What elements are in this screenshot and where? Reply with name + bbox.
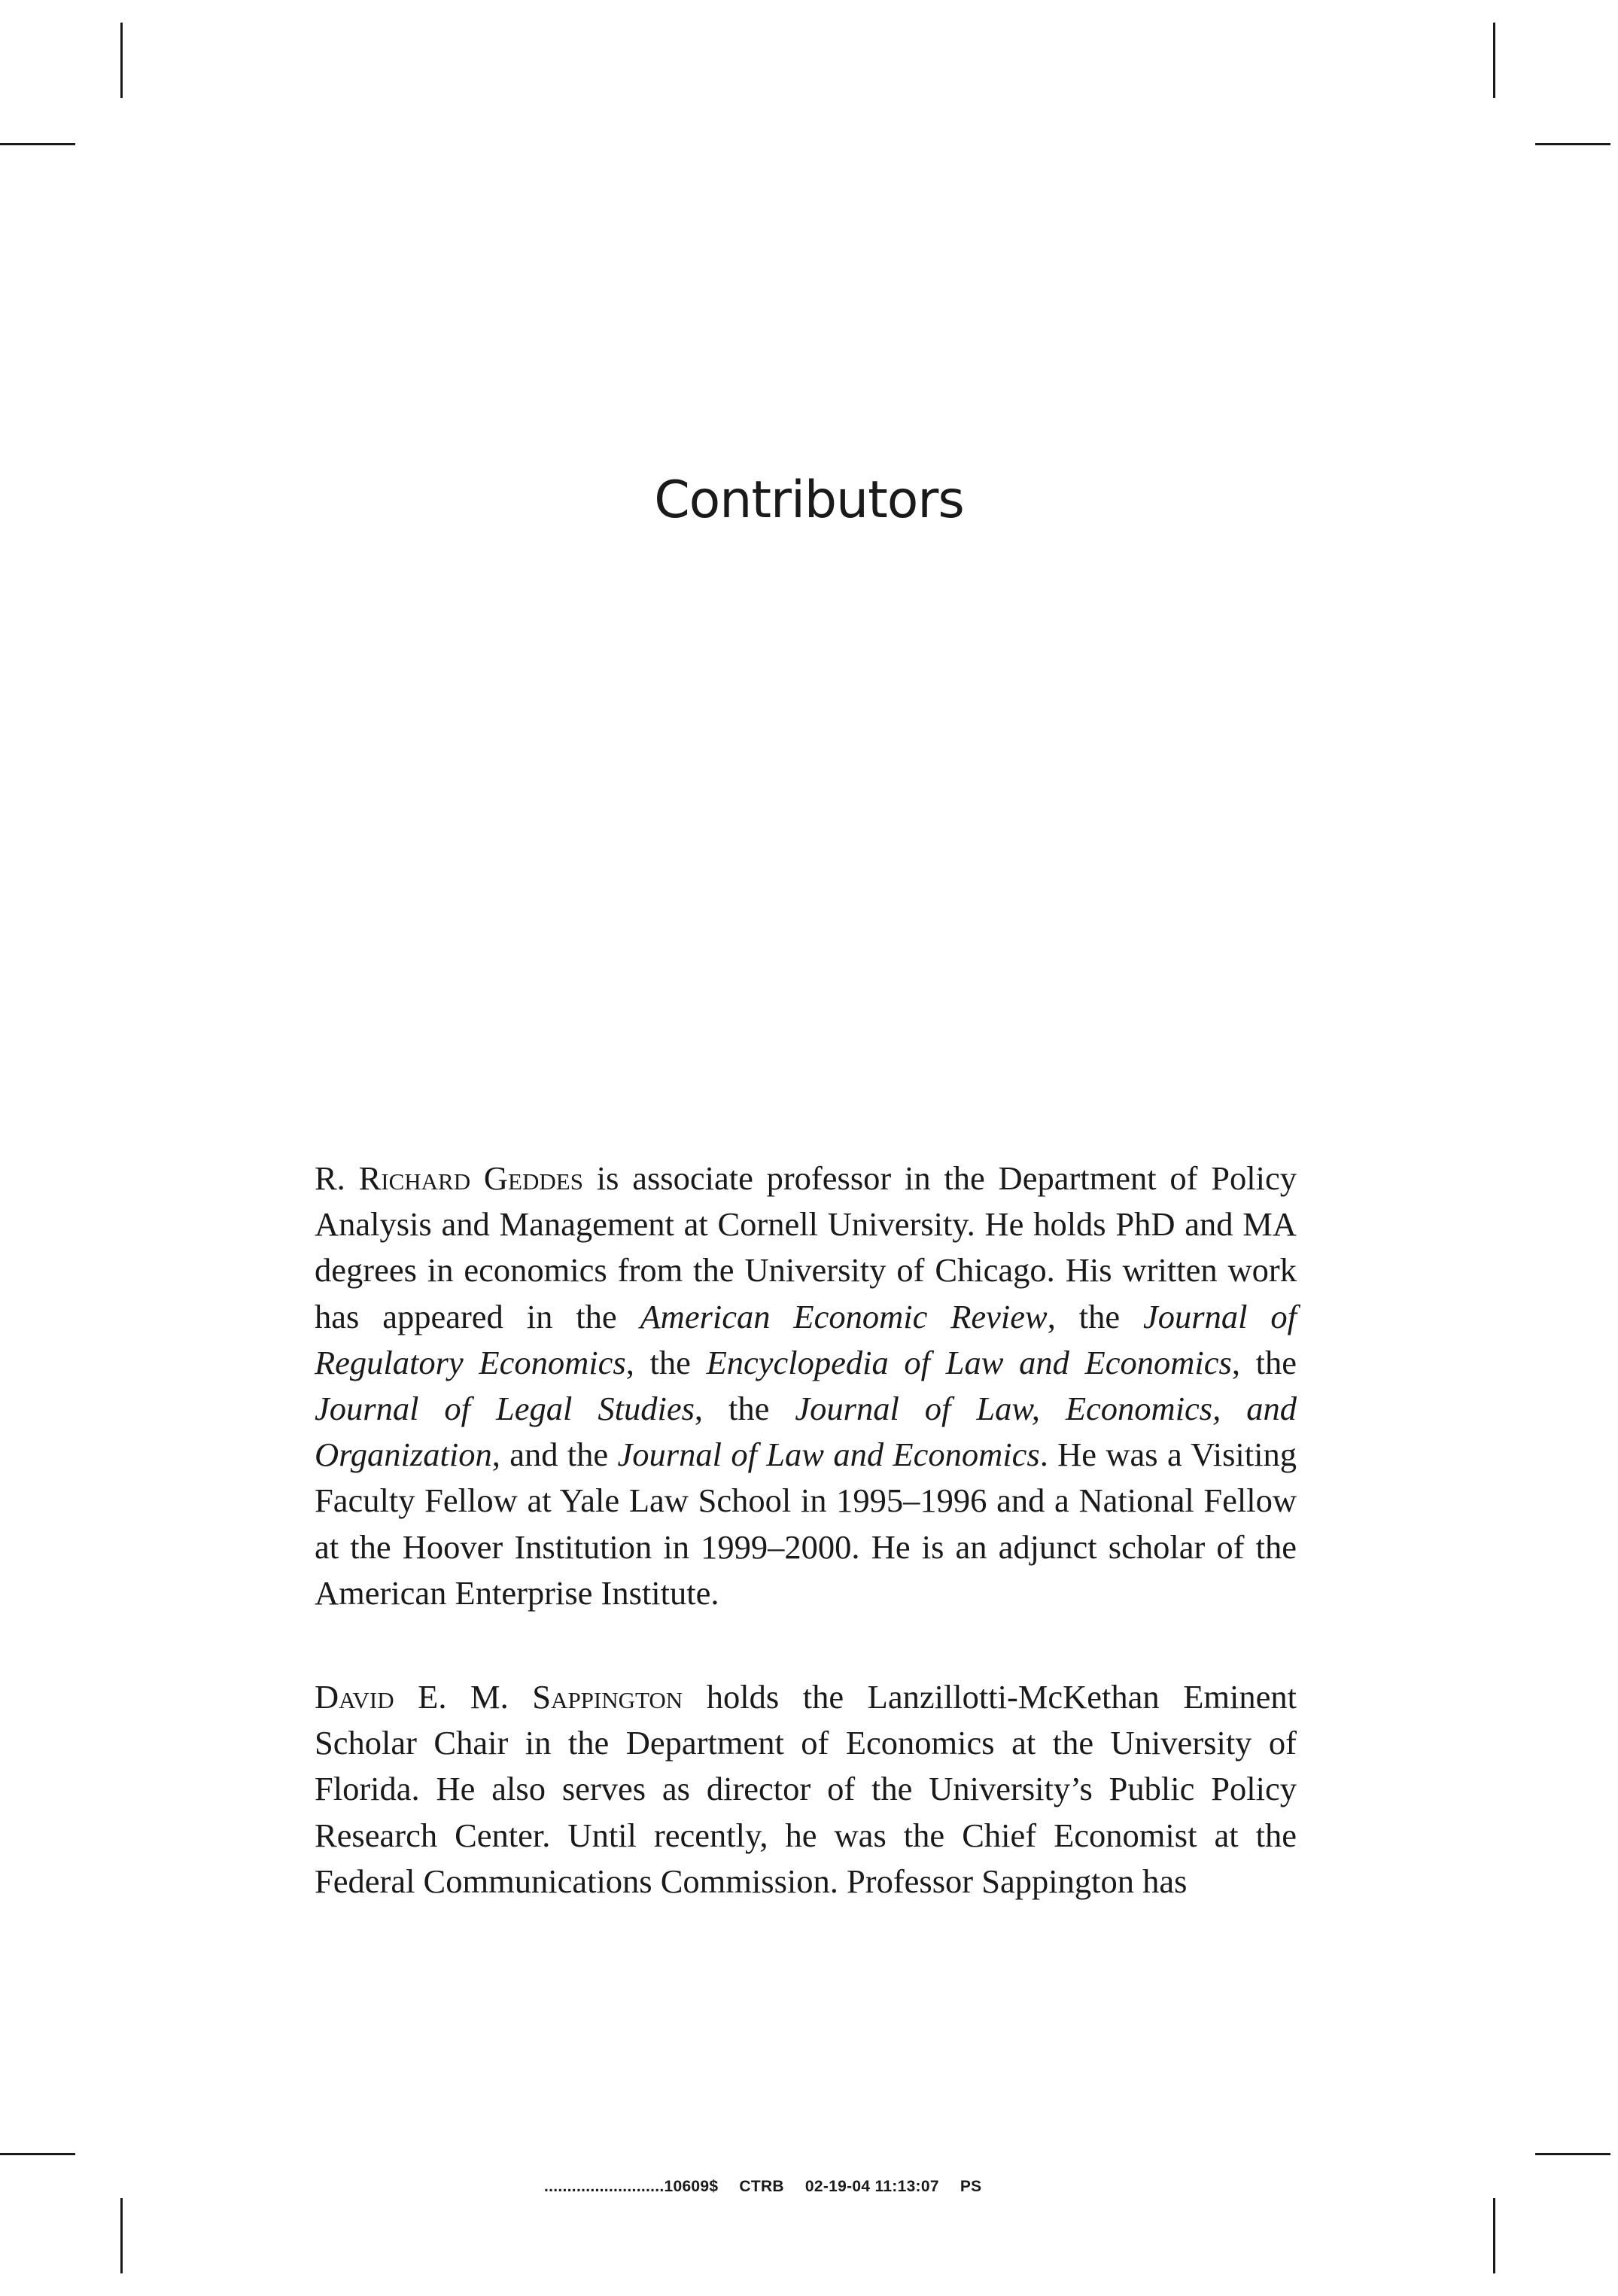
- bio-text: . He was a Visiting Faculty Fellow at Yale Law School in 1995–1996 and a National Fellow at the Hoover Institution in 1999–2000. He is an adjunct scholar of the American Enterprise Institute.: [315, 1436, 1297, 1612]
- crop-mark-bottom-left-horizontal: [0, 2153, 75, 2155]
- bio-text: is associate professor in the Department of Policy Analysis and Management at Cornell University. He holds PhD and MA degrees in economics from the University of Chicago. His written work has appeared in the: [315, 1159, 1297, 1335]
- printer-slug-line: [544, 2178, 1002, 2196]
- journal-title: Encyclopedia of Law and Economics: [706, 1343, 1232, 1381]
- contributor-bio-sappington: [315, 1674, 1297, 1905]
- journal-title: Journal of Regulatory Economics: [315, 1297, 1297, 1381]
- crop-mark-top-left-vertical: [120, 23, 123, 98]
- journal-title: Journal of Law, Economics, and Organization: [315, 1390, 1297, 1474]
- contributor-name: David E. M. Sappington: [315, 1678, 683, 1716]
- crop-mark-bottom-right-vertical: [1493, 2198, 1495, 2273]
- crop-mark-bottom-right-horizontal: [1535, 2153, 1610, 2155]
- bio-text: holds the Lanzillotti-McKethan Eminent Scholar Chair in the Department of Economics at the University of Florida. He also serves as director of the University’s Public Policy Research Center. Until recently, he was the Chief Economist at the Federal Communications Commission. Professor Sappington has: [315, 1678, 1297, 1900]
- slug-section: CTRB: [739, 2178, 784, 2195]
- bio-text: , the: [625, 1343, 707, 1381]
- contributor-bio-geddes: [315, 1156, 1297, 1616]
- slug-timestamp: 02-19-04 11:13:07: [804, 2178, 939, 2195]
- journal-title: American Economic Review: [640, 1297, 1048, 1335]
- bio-text: , the: [1047, 1297, 1144, 1335]
- crop-mark-top-right-horizontal: [1535, 143, 1610, 145]
- contributor-name: R. Richard Geddes: [315, 1159, 583, 1197]
- slug-job-number: ..........................10609$: [544, 2178, 719, 2195]
- crop-mark-top-left-horizontal: [0, 143, 75, 145]
- crop-mark-bottom-left-vertical: [120, 2198, 123, 2273]
- bio-text: , the: [694, 1390, 795, 1428]
- bio-text: , the: [1231, 1343, 1297, 1381]
- journal-title: Journal of Law and Economics: [617, 1436, 1040, 1474]
- bio-text: , and the: [491, 1436, 618, 1474]
- crop-mark-top-right-vertical: [1493, 23, 1495, 98]
- page-title: Contributors: [654, 470, 964, 530]
- journal-title: Journal of Legal Studies: [315, 1390, 695, 1428]
- slug-code: PS: [960, 2178, 982, 2195]
